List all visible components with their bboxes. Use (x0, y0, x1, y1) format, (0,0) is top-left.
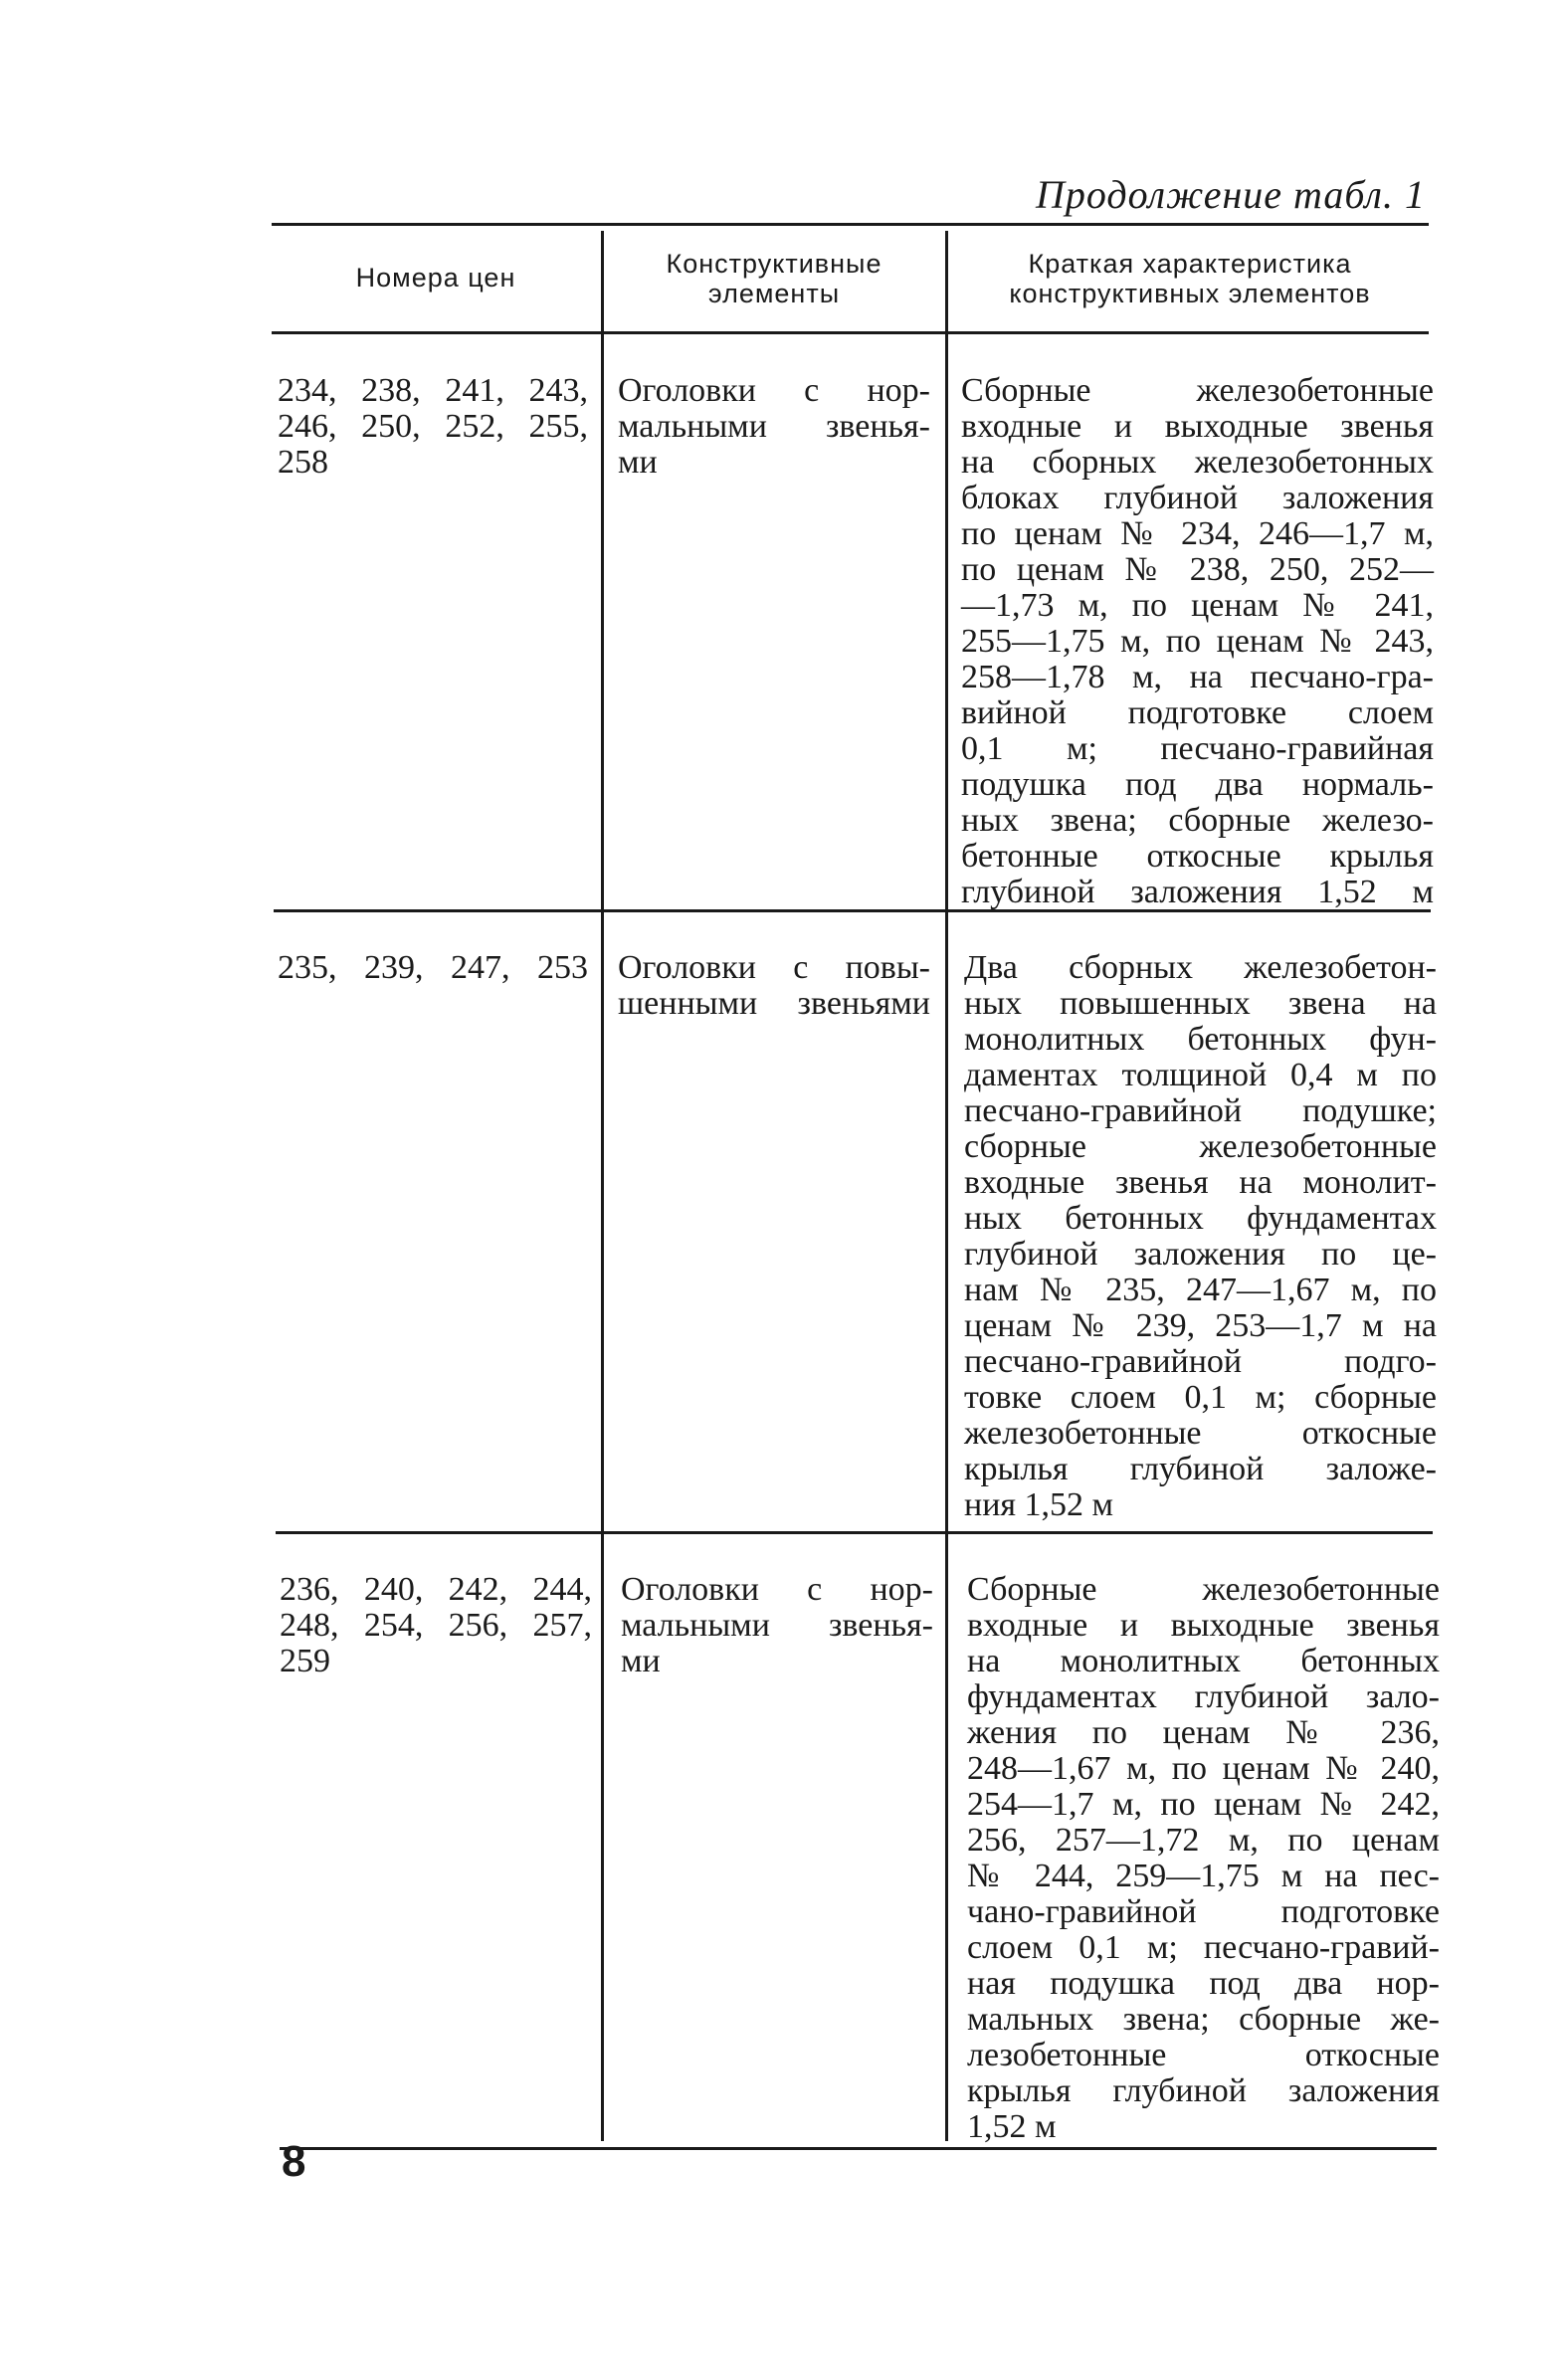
description-line: товке слоем 0,1 м; сборные (964, 1379, 1437, 1416)
header-elements-line1: Конструктивные (666, 249, 882, 279)
description-line: —1,73 м, по ценам № 241, (961, 587, 1434, 624)
header-description-line2: конструктивных элементов (1009, 279, 1371, 308)
price-line: 248, 254, 256, 257, (280, 1607, 592, 1644)
rule-top (272, 223, 1429, 226)
description-line: входные и выходные звенья (967, 1607, 1440, 1644)
description-line: ценам № 239, 253—1,7 м на (964, 1307, 1437, 1344)
element-line: Оголовки с повы- (618, 949, 930, 986)
description-line: на монолитных бетонных (967, 1643, 1440, 1679)
description-line: Сборные железобетонные (961, 372, 1434, 409)
description-line: 256, 257—1,72 м, по ценам (967, 1822, 1440, 1859)
element-line: мальными звенья- (621, 1607, 933, 1644)
description-line: входные звенья на монолит- (964, 1164, 1437, 1201)
row-1-description (961, 373, 1434, 910)
description-line: на сборных железобетонных (961, 444, 1434, 481)
description-line: вийной подготовке слоем (961, 694, 1434, 731)
description-line: Сборные железобетонные (967, 1571, 1440, 1608)
row-2-element (618, 950, 930, 1022)
description-line: монолитных бетонных фун- (964, 1021, 1437, 1058)
description-line: железобетонные откосные (964, 1415, 1437, 1452)
description-line: ная подушка под два нор- (967, 1965, 1440, 2002)
row-3-description (967, 1572, 1440, 2145)
header-elements-line2: элементы (707, 279, 841, 308)
element-line: Оголовки с нор- (618, 372, 930, 409)
description-line: ных звена; сборные железо- (961, 802, 1434, 839)
element-line: Оголовки с нор- (621, 1571, 933, 1608)
col-divider-2 (945, 231, 948, 2141)
description-line: по ценам № 238, 250, 252— (961, 551, 1434, 588)
description-line: блоках глубиной заложения (961, 480, 1434, 516)
price-line: 258 (278, 444, 328, 481)
row-1-element (618, 373, 930, 481)
description-line: ния 1,52 м (964, 1486, 1114, 1523)
description-line: фундаментах глубиной зало- (967, 1678, 1440, 1715)
price-line: 259 (280, 1643, 330, 1679)
description-line: слоем 0,1 м; песчано-гравий- (967, 1929, 1440, 1966)
col-divider-1 (601, 231, 604, 2141)
description-line: лезобетонные откосные (967, 2037, 1440, 2073)
description-line: подушка под два нормаль- (961, 766, 1434, 803)
element-line: ми (618, 444, 658, 481)
price-line: 234, 238, 241, 243, (278, 372, 588, 409)
description-line: глубиной заложения по це- (964, 1236, 1437, 1273)
table-caption: Продолжение табл. 1 (1035, 172, 1426, 217)
row-2-prices (278, 950, 588, 986)
row-3-prices (280, 1572, 592, 1679)
description-line: песчано-гравийной подушке; (964, 1092, 1437, 1129)
description-line: 1,52 м (967, 2108, 1057, 2145)
header-prices: Номера цен (355, 263, 516, 293)
description-line: ных повышенных звена на (964, 985, 1437, 1022)
element-line: шенными звеньями (618, 985, 930, 1022)
rule-header-bottom (272, 331, 1429, 334)
page-number: 8 (282, 2137, 306, 2186)
element-line: мальными звенья- (618, 408, 930, 445)
description-line: по ценам № 234, 246—1,7 м, (961, 515, 1434, 552)
description-line: крылья глубиной заложения (967, 2072, 1440, 2109)
description-line: 248—1,67 м, по ценам № 240, (967, 1750, 1440, 1787)
description-line: жения по ценам № 236, (967, 1714, 1440, 1751)
price-line: 246, 250, 252, 255, (278, 408, 588, 445)
description-line: Два сборных железобетон- (964, 949, 1437, 986)
rule-row-2 (276, 1531, 1433, 1534)
header-elements (606, 249, 942, 308)
row-1-prices (278, 373, 588, 481)
row-3-element (621, 1572, 933, 1679)
description-line: бетонные откосные крылья (961, 838, 1434, 875)
element-line: ми (621, 1643, 661, 1679)
description-line: мальных звена; сборные же- (967, 2001, 1440, 2038)
description-line: входные и выходные звенья (961, 408, 1434, 445)
description-line: № 244, 259—1,75 м на пес- (967, 1858, 1440, 1894)
price-line: 235, 239, 247, 253 (278, 949, 588, 986)
header-description-line1: Краткая характеристика (1028, 249, 1352, 279)
description-line: 254—1,7 м, по ценам № 242, (967, 1786, 1440, 1823)
description-line: ных бетонных фундаментах (964, 1200, 1437, 1237)
price-line: 236, 240, 242, 244, (280, 1571, 592, 1608)
description-line: чано-гравийной подготовке (967, 1893, 1440, 1930)
description-line: 0,1 м; песчано-гравийная (961, 730, 1434, 767)
rule-bottom (280, 2147, 1437, 2150)
row-2-description (964, 950, 1437, 1523)
description-line: нам № 235, 247—1,67 м, по (964, 1272, 1437, 1308)
header-description (951, 249, 1429, 308)
description-line: 258—1,78 м, на песчано-гра- (961, 659, 1434, 695)
description-line: даментах толщиной 0,4 м по (964, 1057, 1437, 1093)
description-line: крылья глубиной заложе- (964, 1451, 1437, 1487)
description-line: сборные железобетонные (964, 1128, 1437, 1165)
description-line: глубиной заложения 1,52 м (961, 874, 1434, 910)
description-line: 255—1,75 м, по ценам № 243, (961, 623, 1434, 660)
description-line: песчано-гравийной подго- (964, 1343, 1437, 1380)
